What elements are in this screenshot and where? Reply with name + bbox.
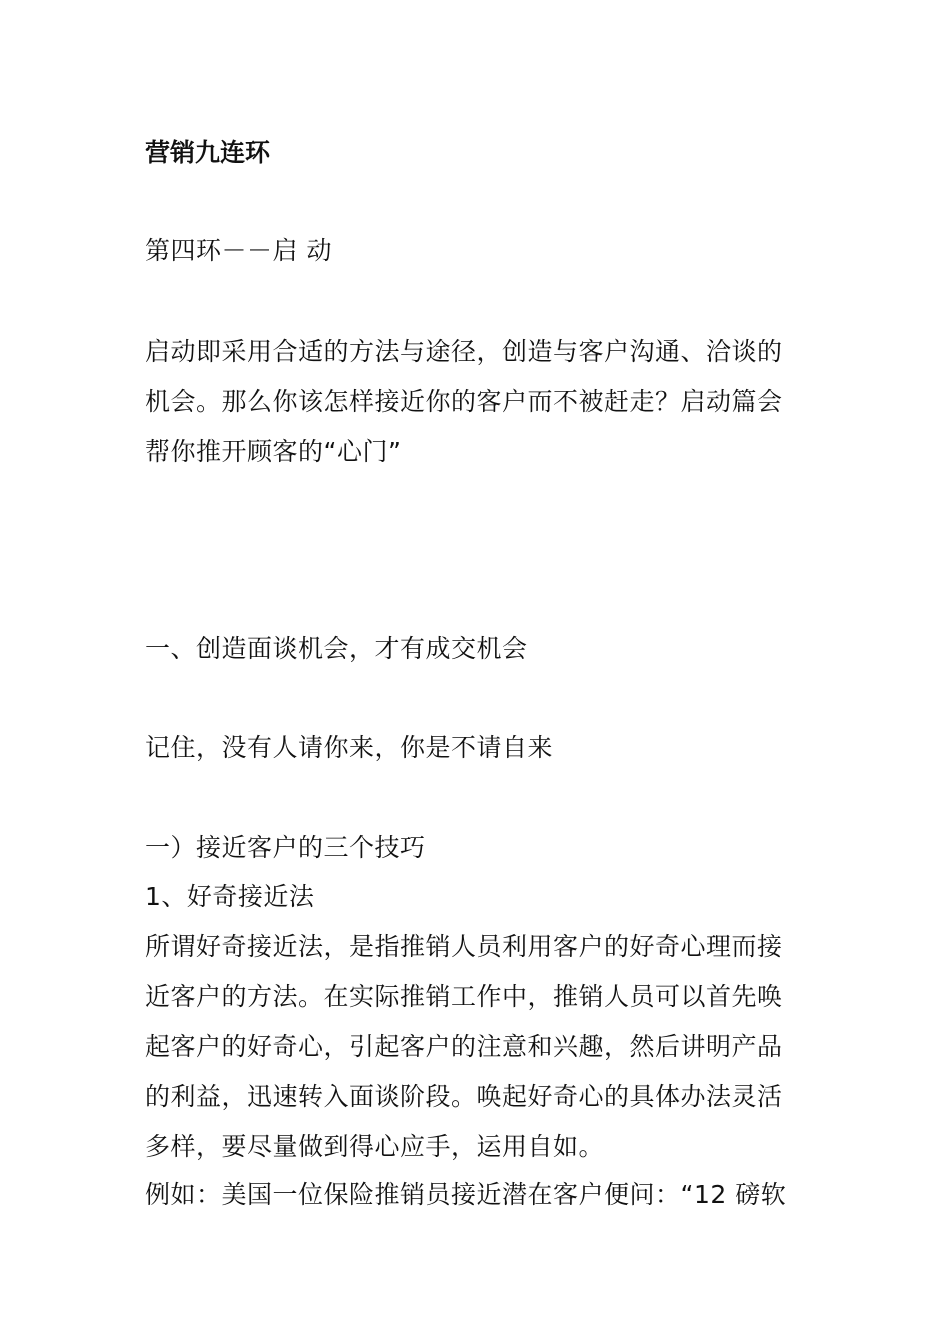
paragraph-line: 起客户的好奇心，引起客户的注意和兴趣，然后讲明产品 — [145, 1032, 783, 1061]
paragraph-line: 帮你推开顾客的“心门” — [145, 437, 402, 466]
paragraph-line: 所谓好奇接近法，是指推销人员利用客户的好奇心理而接 — [145, 932, 783, 961]
section-note: 记住，没有人请你来，你是不请自来 — [145, 733, 554, 762]
paragraph-line: 启动即采用合适的方法与途径，创造与客户沟通、洽谈的 — [145, 337, 783, 366]
method-heading: 1、好奇接近法 — [145, 882, 315, 911]
paragraph-line: 近客户的方法。在实际推销工作中，推销人员可以首先唤 — [145, 982, 783, 1011]
paragraph-line: 的利益，迅速转入面谈阶段。唤起好奇心的具体办法灵活 — [145, 1082, 783, 1111]
paragraph-line: 多样，要尽量做到得心应手，运用自如。 — [145, 1132, 605, 1161]
document-title: 营销九连环 — [145, 138, 271, 167]
example-line: 例如：美国一位保险推销员接近潜在客户便问：“12 磅软 — [145, 1180, 787, 1209]
method-paragraph — [145, 922, 815, 1172]
section-heading: 一、创造面谈机会，才有成交机会 — [145, 634, 528, 663]
subsection-heading: 一）接近客户的三个技巧 — [145, 833, 426, 862]
intro-paragraph — [145, 327, 815, 477]
chapter-heading: 第四环－－启 动 — [145, 236, 332, 265]
paragraph-line: 机会。那么你该怎样接近你的客户而不被赶走？启动篇会 — [145, 387, 783, 416]
